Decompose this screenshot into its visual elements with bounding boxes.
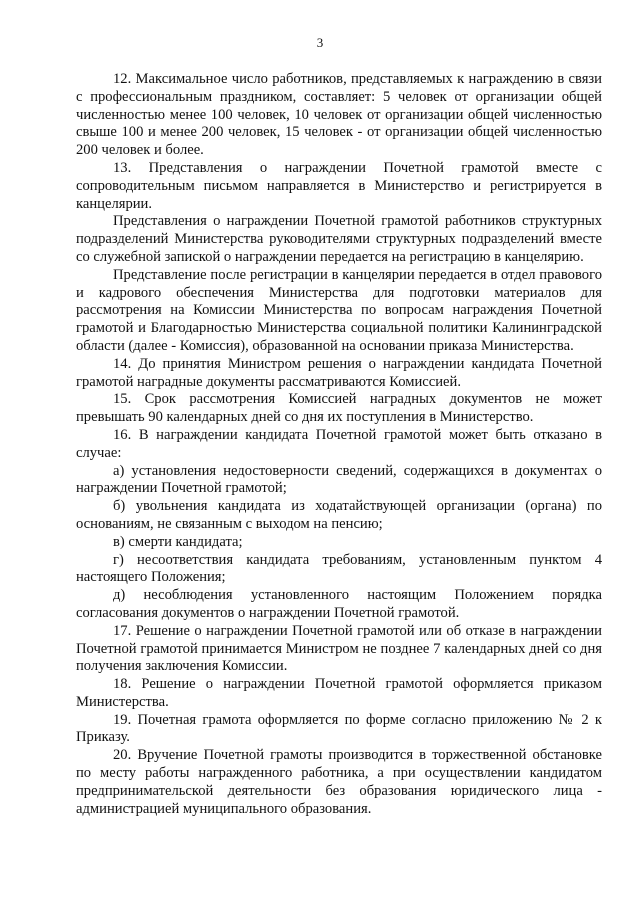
paragraph-13-registration: Представление после регистрации в канцелярии передается в отдел правового и кадрового обеспечения Министерства для подготовки материалов для рассмотрения на Комиссии Министерства по вопросам награждения Почетной грамотой и Благодарностью Министерства социальной политики Калининградской области (далее - Комиссия), образованной на основании приказа Министерства. (76, 266, 602, 354)
paragraph-19: 19. Почетная грамота оформляется по форме согласно приложению № 2 к Приказу. (76, 711, 602, 746)
paragraph-13-structural-units: Представления о награждении Почетной грамотой работников структурных подразделений Министерства руководителями структурных подразделений вместе со служебной запиской о награждении передается на регистрацию в канцелярию. (76, 213, 602, 265)
paragraph-13: 13. Представления о награждении Почетной грамотой вместе с сопроводительным письмом направляется в Министерство и регистрируется в канцелярии. (76, 159, 602, 212)
list-item-v: в) смерти кандидата; (113, 533, 243, 550)
list-item-g: г) несоответствия кандидата требованиям, установленным пунктом 4 настоящего Положения; (76, 551, 602, 586)
paragraph-18: 18. Решение о награждении Почетной грамотой оформляется приказом Министерства. (76, 676, 602, 710)
list-item-a: а) установления недостоверности сведений, содержащихся в документах о награждении Почетной грамотой; (76, 462, 602, 497)
paragraph-16: 16. В награждении кандидата Почетной грамотой может быть отказано в случае: (76, 426, 602, 461)
page-number: 3 (316, 35, 324, 50)
paragraph-14: 14. До принятия Министром решения о награждении кандидата Почетной грамотой наградные документы рассматриваются Комиссией. (76, 355, 602, 390)
list-item-d: д) несоблюдения установленного настоящим Положением порядка согласования документов о награждении Почетной грамотой. (76, 587, 602, 621)
list-item-b: б) увольнения кандидата из ходатайствующей организации (органа) по основаниям, не связанным с выходом на пенсию; (76, 498, 602, 532)
paragraph-20: 20. Вручение Почетной грамоты производится в торжественной обстановке по месту работы награжденного работника, а при осуществлении кандидатом предпринимательской деятельности без образования юридического лица - администрацией муниципального образования. (76, 747, 602, 817)
paragraph-15: 15. Срок рассмотрения Комиссией наградных документов не может превышать 90 календарных дней со дня их поступления в Министерство. (76, 391, 602, 426)
paragraph-12: 12. Максимальное число работников, представляемых к награждению в связи с профессиональным праздником, составляет: 5 человек от организации общей численностью менее 100 человек, 10 человек от организации общей численностью свыше 100 и менее 200 человек, 15 человек - от организации общей численностью 200 человек и более. (76, 71, 602, 159)
document-body (76, 71, 602, 818)
paragraph-17: 17. Решение о награждении Почетной грамотой или об отказе в награждении Почетной грамотой принимается Министром не позднее 7 календарных дней со дня получения заключения Комиссии. (76, 622, 602, 675)
